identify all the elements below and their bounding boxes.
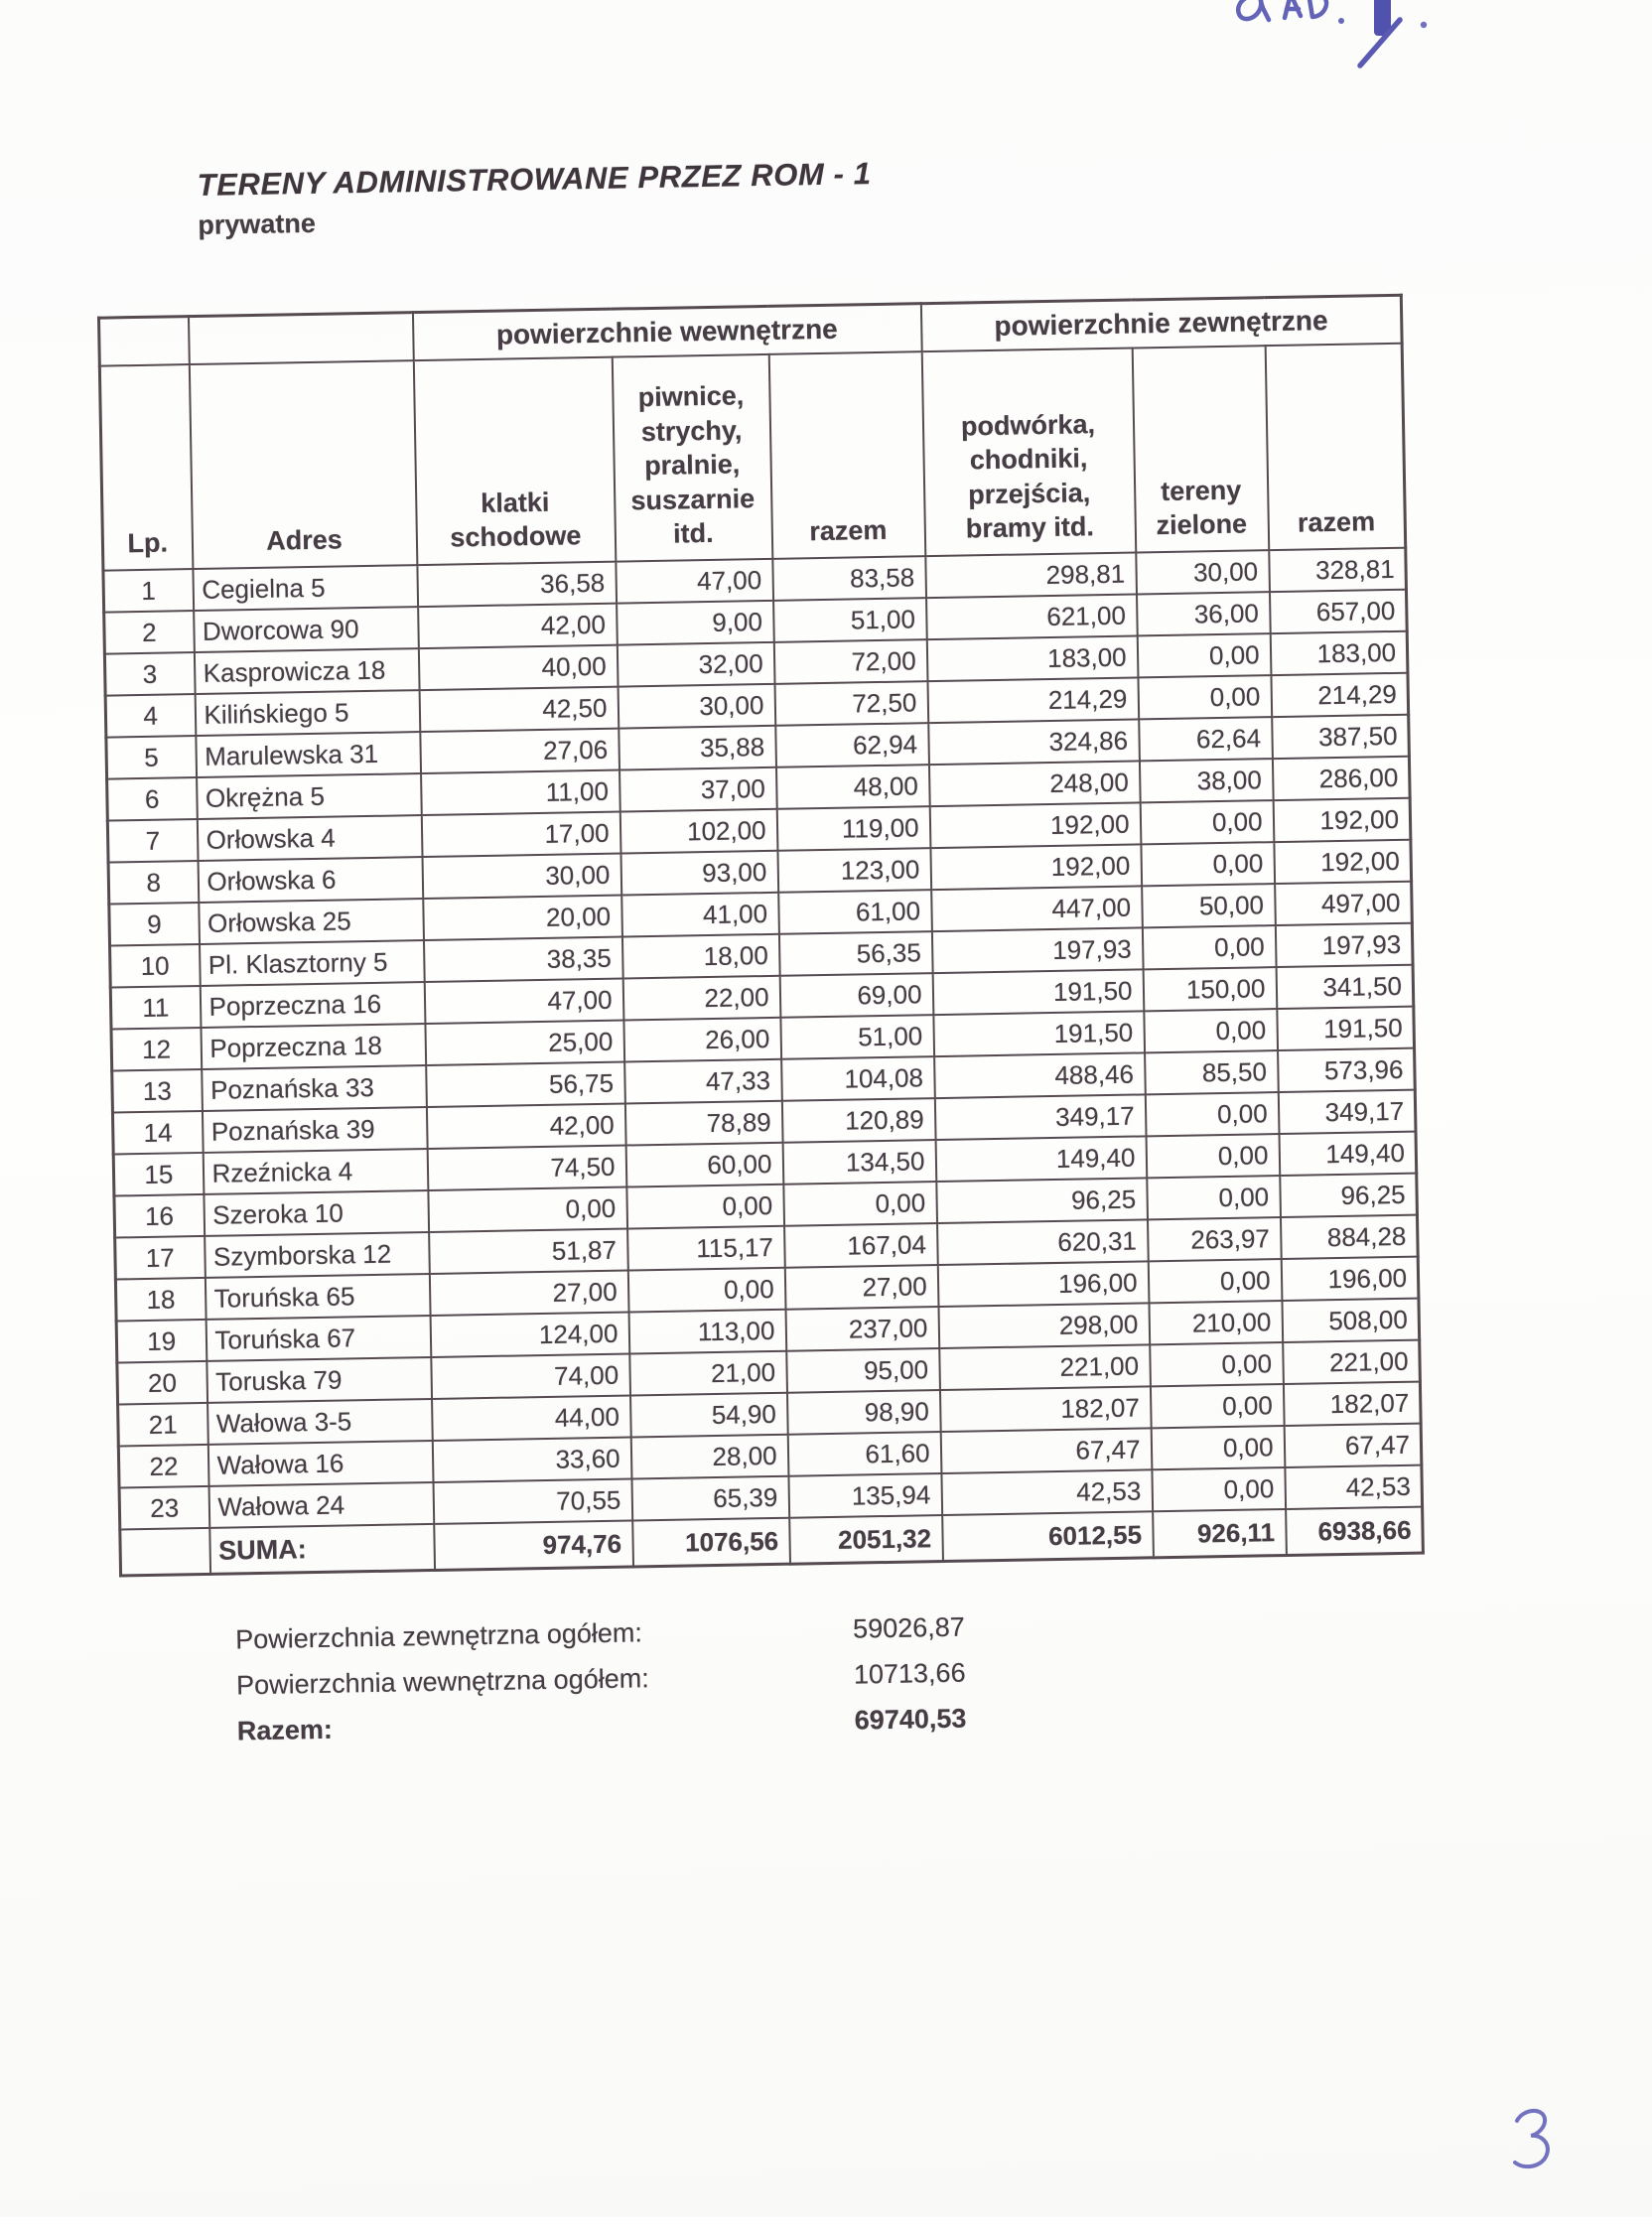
area-value-cell: 42,53 (1285, 1465, 1423, 1509)
address-cell: Toruska 79 (206, 1357, 432, 1403)
area-value-cell: 0,00 (428, 1187, 627, 1232)
area-value-cell: 237,00 (785, 1307, 939, 1351)
area-value-cell: 0,00 (1147, 1176, 1281, 1219)
areas-table (97, 294, 1425, 1578)
address-cell: Pl. Klasztorny 5 (200, 940, 425, 986)
area-value-cell: 30,00 (618, 684, 775, 729)
area-value-cell: 149,40 (1279, 1132, 1417, 1176)
area-value-cell: 36,58 (417, 562, 617, 607)
area-value-cell: 17,00 (421, 812, 620, 857)
row-number-cell: 13 (112, 1069, 203, 1113)
area-value-cell: 221,00 (939, 1344, 1151, 1390)
area-value-cell: 41,00 (621, 893, 779, 937)
area-value-cell: 28,00 (630, 1435, 788, 1479)
row-number-cell: 14 (112, 1111, 203, 1155)
area-value-cell: 884,28 (1280, 1215, 1418, 1259)
area-value-cell: 40,00 (418, 645, 618, 690)
area-value-cell: 191,50 (1277, 1007, 1415, 1050)
area-value-cell: 196,00 (937, 1261, 1149, 1307)
row-number-cell: 16 (114, 1194, 205, 1238)
area-value-cell: 197,93 (1275, 923, 1413, 967)
address-cell: Poznańska 33 (202, 1065, 427, 1111)
address-cell: Marulewska 31 (196, 732, 421, 777)
area-value-cell: 60,00 (625, 1143, 783, 1187)
area-value-cell: 20,00 (423, 896, 622, 940)
area-value-cell: 620,31 (937, 1219, 1149, 1265)
area-value-cell: 27,00 (784, 1265, 938, 1310)
area-value-cell: 35,88 (619, 726, 776, 770)
address-cell: Orłowska 4 (197, 815, 422, 861)
address-cell: Poprzeczna 16 (200, 982, 425, 1028)
column-header-klatki-schodowe: klatki schodowe (413, 357, 616, 565)
area-value-cell: 9,00 (617, 601, 774, 645)
area-value-cell: 349,17 (1278, 1090, 1416, 1134)
empty-cell (98, 317, 189, 366)
row-number-cell: 1 (103, 569, 194, 613)
column-header-piwnice: piwnice, strychy, pralnie, suszarnie itd. (612, 354, 772, 562)
table-body (103, 548, 1424, 1576)
address-cell: Dworcowa 90 (194, 607, 419, 652)
summary-label: Powierzchnia zewnętrzna ogółem: (234, 1617, 643, 1655)
area-value-cell: 30,00 (422, 854, 621, 899)
area-value-cell: 124,00 (430, 1313, 629, 1357)
row-number-cell: 12 (111, 1028, 202, 1071)
column-header-razem-external: razem (1265, 344, 1406, 550)
column-header-razem-internal: razem (768, 351, 925, 559)
address-cell: Orłowska 25 (199, 899, 424, 944)
area-value-cell: 42,00 (418, 604, 618, 648)
summary-label: Powierzchnia wewnętrzna ogółem: (235, 1663, 649, 1701)
area-value-cell: 192,00 (1274, 840, 1412, 884)
area-value-cell: 115,17 (627, 1226, 785, 1271)
area-value-cell: 83,58 (772, 556, 926, 601)
row-number-cell: 19 (116, 1320, 206, 1363)
area-value-cell: 196,00 (1281, 1257, 1419, 1301)
area-value-cell: 167,04 (784, 1223, 938, 1268)
area-value-cell: 150,00 (1143, 967, 1277, 1011)
area-value-cell: 0,00 (1150, 1384, 1284, 1428)
suma-value-cell: 2051,32 (789, 1515, 943, 1564)
area-value-cell: 27,06 (420, 729, 620, 773)
suma-value-cell: 6938,66 (1286, 1507, 1424, 1556)
address-cell: Poznańska 39 (202, 1107, 427, 1153)
area-value-cell: 0,00 (1141, 842, 1275, 886)
row-number-cell: 23 (119, 1486, 209, 1530)
area-value-cell: 0,00 (1152, 1467, 1286, 1511)
address-cell: Poprzeczna 18 (201, 1024, 426, 1069)
area-value-cell: 51,00 (773, 598, 927, 642)
suma-value-cell: 1076,56 (632, 1518, 790, 1567)
area-value-cell: 248,00 (928, 761, 1140, 806)
area-value-cell: 135,94 (788, 1473, 942, 1518)
area-value-cell: 98,90 (786, 1390, 940, 1435)
suma-value-cell: 6012,55 (942, 1511, 1154, 1561)
area-value-cell: 324,86 (928, 719, 1140, 765)
area-value-cell: 183,00 (1270, 631, 1408, 675)
area-value-cell: 102,00 (620, 809, 777, 854)
area-value-cell: 0,00 (1144, 1009, 1278, 1052)
suma-value-cell: 974,76 (434, 1520, 633, 1570)
row-number-cell: 9 (109, 903, 200, 946)
area-value-cell: 192,00 (1273, 798, 1411, 842)
row-number-cell: 11 (110, 986, 201, 1030)
area-value-cell: 37,00 (620, 767, 777, 812)
area-value-cell: 447,00 (931, 886, 1143, 931)
area-value-cell: 192,00 (930, 844, 1142, 890)
area-value-cell: 30,00 (1136, 550, 1270, 594)
area-value-cell: 22,00 (622, 976, 780, 1021)
page-title: TERENY ADMINISTROWANE PRZEZ ROM - 1 (197, 156, 872, 203)
area-value-cell: 0,00 (1151, 1426, 1285, 1469)
address-cell: Szeroka 10 (204, 1190, 429, 1236)
address-cell: Orłowska 6 (198, 857, 423, 903)
area-value-cell: 573,96 (1278, 1048, 1416, 1092)
row-number-cell: 20 (117, 1361, 207, 1405)
area-value-cell: 104,08 (781, 1056, 935, 1101)
page-subtitle: prywatne (198, 208, 317, 240)
row-number-cell: 18 (115, 1278, 206, 1322)
area-value-cell: 183,00 (926, 635, 1138, 681)
area-value-cell: 44,00 (432, 1395, 631, 1440)
area-value-cell: 36,00 (1137, 592, 1271, 635)
area-value-cell: 149,40 (935, 1136, 1147, 1182)
area-value-cell: 50,00 (1142, 884, 1276, 927)
area-value-cell: 54,90 (630, 1393, 788, 1438)
area-value-cell: 0,00 (626, 1185, 784, 1229)
address-cell: Wałowa 16 (207, 1441, 433, 1486)
column-header-tereny-zielone: tereny zielone (1132, 346, 1269, 552)
area-value-cell: 26,00 (623, 1018, 781, 1062)
row-number-cell: 8 (108, 861, 199, 905)
area-value-cell: 42,53 (941, 1469, 1153, 1515)
area-value-cell: 62,64 (1139, 717, 1273, 761)
column-header-adres: Adres (189, 360, 417, 569)
area-value-cell: 78,89 (624, 1101, 782, 1146)
address-cell: Kilińskiego 5 (195, 690, 420, 736)
row-number-cell: 15 (113, 1153, 204, 1196)
group-header-internal: powierzchnie wewnętrzne (412, 304, 921, 360)
empty-cell (120, 1528, 210, 1576)
area-value-cell: 25,00 (425, 1021, 624, 1065)
area-value-cell: 0,00 (1148, 1259, 1282, 1303)
address-cell: Szymborska 12 (205, 1232, 430, 1278)
column-header-lp: Lp. (99, 364, 193, 571)
summary-line (236, 1655, 1130, 1702)
area-value-cell: 56,35 (778, 931, 932, 976)
area-value-cell: 65,39 (631, 1476, 789, 1521)
area-value-cell: 0,00 (1138, 675, 1272, 719)
address-cell: Wałowa 24 (208, 1482, 434, 1528)
address-cell: Okrężna 5 (197, 773, 422, 819)
summary-value: 10713,66 (853, 1657, 966, 1690)
area-value-cell: 62,94 (775, 723, 929, 767)
area-value-cell: 38,35 (423, 937, 622, 982)
group-header-external: powierzchnie zewnętrzne (920, 295, 1402, 351)
area-value-cell: 67,47 (1284, 1424, 1422, 1467)
area-value-cell: 0,00 (1137, 633, 1271, 677)
area-value-cell: 210,00 (1149, 1301, 1283, 1344)
area-value-cell: 96,25 (1280, 1174, 1418, 1217)
row-number-cell: 6 (107, 777, 198, 821)
area-value-cell: 21,00 (629, 1351, 787, 1396)
area-value-cell: 341,50 (1276, 965, 1414, 1009)
area-value-cell: 47,00 (616, 559, 773, 604)
area-value-cell: 182,07 (1283, 1382, 1421, 1426)
area-value-cell: 74,00 (431, 1353, 630, 1398)
row-number-cell: 3 (104, 652, 195, 696)
row-number-cell: 22 (118, 1445, 208, 1488)
area-value-cell: 0,00 (1140, 800, 1274, 844)
area-value-cell: 93,00 (620, 851, 778, 896)
column-header-podworka: podwórka, chodniki, przejścia, bramy itd. (921, 349, 1136, 557)
summary-value: 59026,87 (852, 1611, 966, 1644)
row-number-cell: 2 (104, 611, 195, 654)
area-value-cell: 221,00 (1283, 1340, 1421, 1384)
area-value-cell: 328,81 (1269, 548, 1407, 592)
address-cell: Toruńska 67 (206, 1316, 431, 1361)
area-value-cell: 214,29 (1271, 673, 1409, 717)
row-number-cell: 17 (115, 1236, 206, 1280)
empty-cell (188, 313, 413, 364)
area-value-cell: 197,93 (931, 927, 1143, 973)
area-value-cell: 85,50 (1145, 1050, 1279, 1094)
area-value-cell: 349,17 (934, 1094, 1146, 1140)
area-value-cell: 74,50 (427, 1146, 626, 1190)
address-cell: Rzeźnicka 4 (203, 1149, 428, 1194)
area-value-cell: 32,00 (617, 642, 774, 687)
area-value-cell: 123,00 (777, 848, 931, 893)
area-value-cell: 42,50 (419, 687, 619, 732)
address-cell: Wałowa 3-5 (207, 1399, 433, 1445)
area-value-cell: 0,00 (1145, 1092, 1279, 1136)
area-value-cell: 69,00 (779, 973, 933, 1018)
area-value-cell: 488,46 (934, 1052, 1146, 1098)
suma-label: SUMA: (209, 1524, 435, 1574)
area-value-cell: 47,33 (624, 1059, 782, 1104)
suma-value-cell: 926,11 (1153, 1509, 1287, 1558)
area-value-cell: 214,29 (927, 677, 1139, 723)
address-cell: Toruńska 65 (205, 1274, 430, 1320)
area-value-cell: 134,50 (782, 1140, 936, 1185)
area-value-cell: 18,00 (621, 934, 779, 979)
area-value-cell: 38,00 (1139, 759, 1273, 802)
area-value-cell: 70,55 (433, 1478, 632, 1523)
area-value-cell: 286,00 (1272, 757, 1410, 800)
area-value-cell: 72,00 (773, 639, 927, 684)
area-value-cell: 192,00 (929, 802, 1141, 848)
area-value-cell: 48,00 (775, 765, 929, 809)
area-value-cell: 47,00 (424, 979, 623, 1024)
area-value-cell: 182,07 (939, 1386, 1151, 1432)
area-value-cell: 72,50 (774, 681, 928, 726)
handwritten-page-number (1501, 2093, 1571, 2187)
row-number-cell: 21 (118, 1403, 208, 1447)
area-value-cell: 191,50 (933, 1011, 1145, 1056)
area-value-cell: 0,00 (1150, 1342, 1284, 1386)
area-value-cell: 42,00 (426, 1104, 625, 1149)
area-value-cell: 120,89 (781, 1098, 935, 1143)
area-value-cell: 298,00 (938, 1303, 1150, 1348)
area-value-cell: 113,00 (628, 1310, 786, 1354)
area-value-cell: 497,00 (1275, 882, 1413, 925)
area-value-cell: 263,97 (1148, 1217, 1282, 1261)
summary-line (237, 1701, 1131, 1747)
area-value-cell: 657,00 (1269, 590, 1407, 633)
summary-value: 69740,53 (854, 1703, 967, 1736)
row-number-cell: 5 (106, 736, 197, 779)
area-value-cell: 119,00 (776, 806, 930, 851)
area-value-cell: 96,25 (936, 1178, 1148, 1223)
row-number-cell: 10 (110, 944, 201, 988)
row-number-cell: 7 (107, 819, 198, 863)
area-value-cell: 298,81 (925, 552, 1137, 598)
area-value-cell: 387,50 (1272, 715, 1410, 759)
area-value-cell: 27,00 (429, 1271, 628, 1316)
area-value-cell: 51,87 (429, 1229, 628, 1274)
column-header-row (99, 344, 1405, 571)
summary-line (235, 1609, 1129, 1656)
area-value-cell: 51,00 (780, 1015, 934, 1059)
area-value-cell: 191,50 (932, 969, 1144, 1015)
address-cell: Kasprowicza 18 (194, 648, 419, 694)
row-number-cell: 4 (105, 694, 196, 738)
area-value-cell: 0,00 (1142, 925, 1276, 969)
area-value-cell: 95,00 (786, 1348, 940, 1393)
area-value-cell: 61,00 (778, 890, 932, 934)
area-value-cell: 0,00 (1146, 1134, 1280, 1178)
area-value-cell: 61,60 (787, 1432, 941, 1476)
summary-block (235, 1609, 1131, 1747)
area-value-cell: 0,00 (783, 1182, 937, 1226)
address-cell: Cegielna 5 (193, 565, 418, 611)
area-value-cell: 33,60 (432, 1437, 631, 1481)
area-value-cell: 0,00 (627, 1268, 785, 1313)
area-value-cell: 508,00 (1282, 1299, 1420, 1342)
summary-label: Razem: (236, 1714, 334, 1746)
area-value-cell: 67,47 (940, 1428, 1152, 1473)
area-value-cell: 11,00 (421, 770, 620, 815)
area-value-cell: 56,75 (426, 1062, 625, 1107)
area-value-cell: 621,00 (926, 594, 1138, 639)
